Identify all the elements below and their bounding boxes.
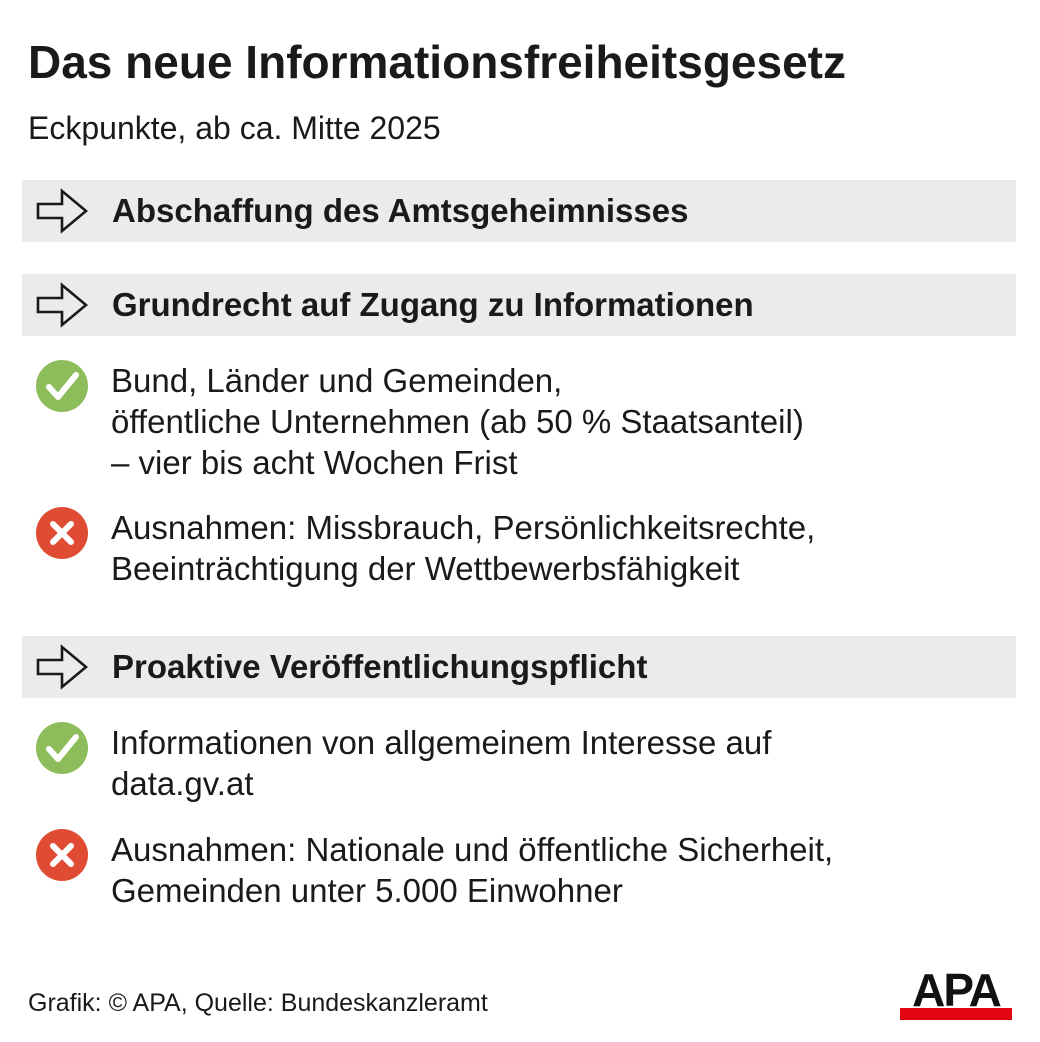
- item-text: [111, 829, 833, 911]
- item-text: [111, 360, 804, 483]
- arrow-right-icon: [36, 279, 90, 331]
- section-heading: Abschaffung des Amtsgeheimnisses: [112, 192, 689, 229]
- cross-circle-icon: [36, 507, 88, 559]
- page-subtitle: Eckpunkte, ab ca. Mitte 2025: [28, 110, 441, 146]
- item-text: [111, 507, 815, 589]
- item-line: data.gv.at: [111, 765, 254, 802]
- section-bar-grundrecht: [22, 274, 1016, 336]
- item-line: – vier bis acht Wochen Frist: [111, 444, 518, 481]
- section-bar-abschaffung: [22, 180, 1016, 242]
- check-circle-icon: [36, 722, 88, 774]
- check-circle-icon: [36, 360, 88, 412]
- source-credit: Grafik: © APA, Quelle: Bundeskanzleramt: [28, 989, 488, 1017]
- item-line: Gemeinden unter 5.000 Einwohner: [111, 872, 623, 909]
- section-heading: Proaktive Veröffentlichungspflicht: [112, 648, 648, 685]
- logo-text: APA: [912, 968, 1000, 1016]
- cross-circle-icon: [36, 829, 88, 881]
- page-title: Das neue Informationsfreiheitsgesetz: [28, 36, 846, 88]
- section-bar-proaktiv: [22, 636, 1016, 698]
- item-line: Beeinträchtigung der Wettbewerbsfähigkeit: [111, 550, 740, 587]
- item-line: Ausnahmen: Nationale und öffentliche Sicherheit,: [111, 831, 834, 868]
- item-line: Ausnahmen: Missbrauch, Persönlichkeitsrechte,: [111, 509, 816, 546]
- section-heading: Grundrecht auf Zugang zu Informationen: [112, 286, 754, 323]
- item-text: [111, 722, 771, 804]
- item-line: Bund, Länder und Gemeinden,: [111, 362, 563, 399]
- arrow-right-icon: [36, 185, 90, 237]
- apa-logo: [900, 968, 1012, 1020]
- item-line: öffentliche Unternehmen (ab 50 % Staatsanteil): [111, 403, 804, 440]
- item-line: Informationen von allgemeinem Interesse auf: [111, 724, 772, 761]
- arrow-right-icon: [36, 641, 90, 693]
